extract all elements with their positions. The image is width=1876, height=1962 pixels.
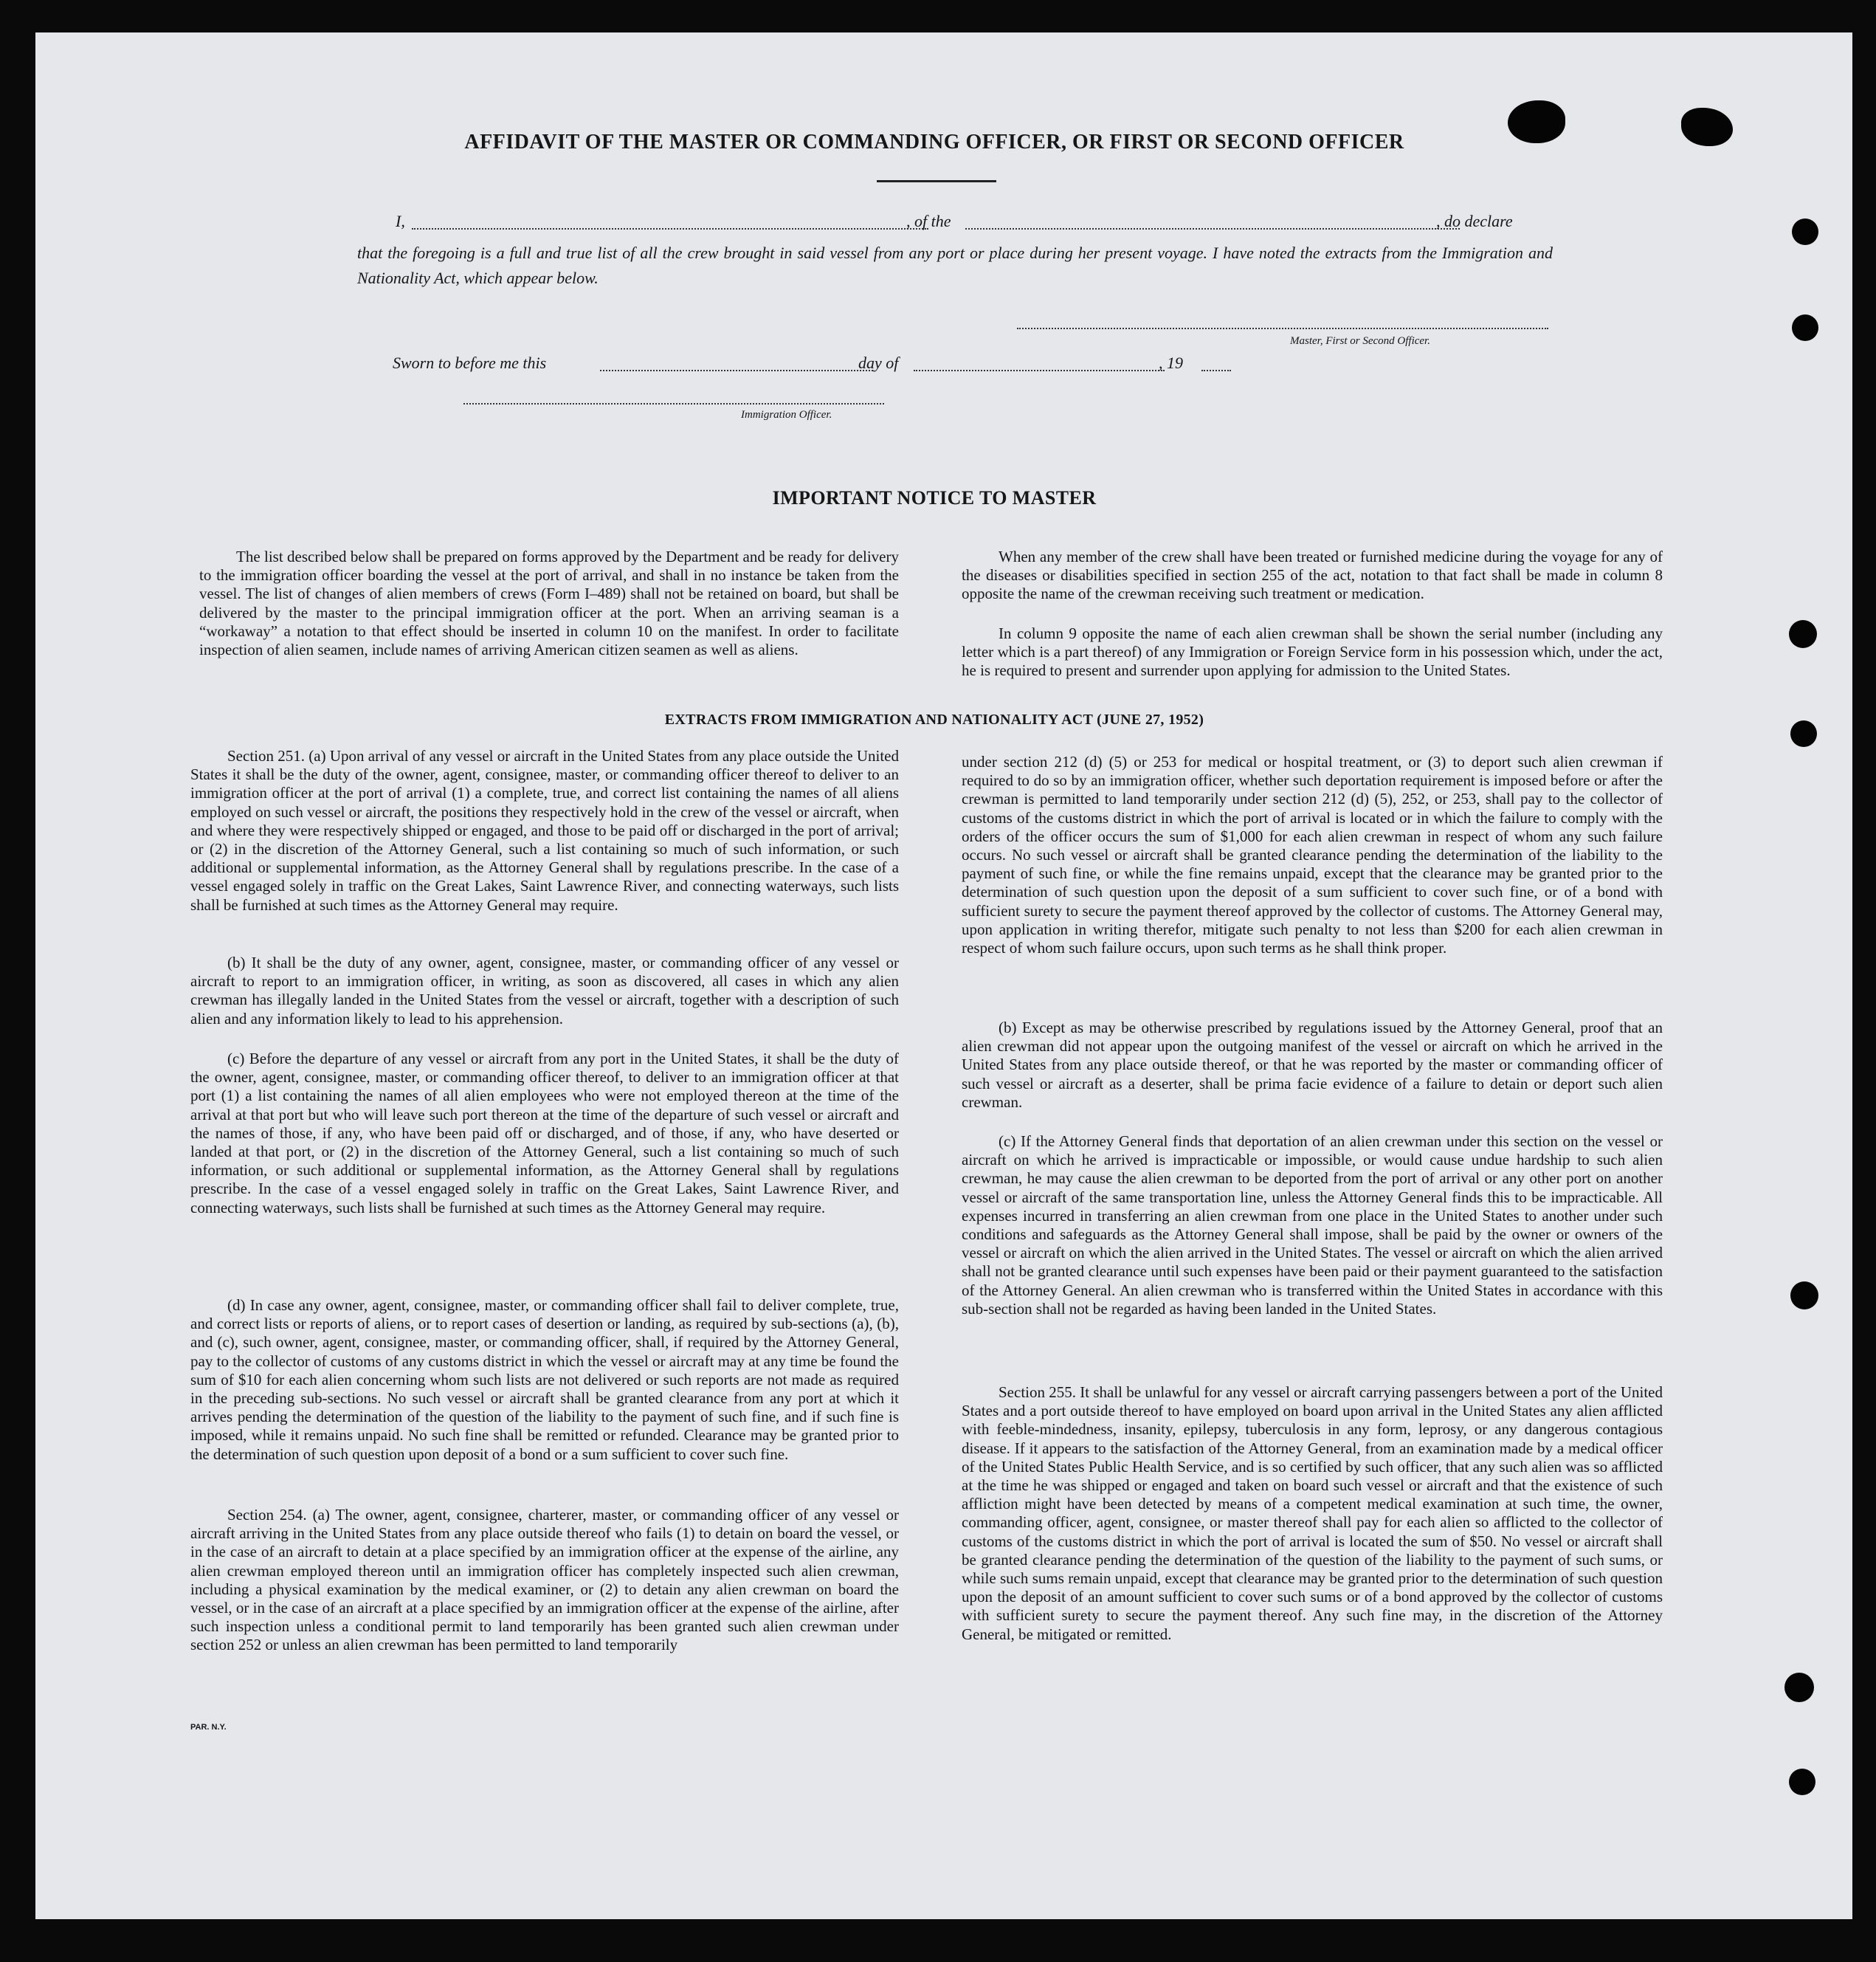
title-divider xyxy=(877,180,996,182)
section-251-c-text: (c) Before the departure of any vessel or aircraft from any port in the United States, it shall be the duty of the owner, agent, consignee, master, or commanding officer thereof, to deliver to an immigration officer at that port (1) a list containing the names of all alien employees who were not employed thereon at the time of the arrival at that port but who will leave such port thereon at the time of the departure of such vessel or aircraft and the names of those, if any, who have been paid off or discharged, and of those, if any, who have deserted or landed at that port, or (2) in the discretion of the Attorney General, such a list containing so much of such information, or such additional or supplemental information, as the Attorney General shall by regulations prescribe. In the case of a vessel engaged solely in traffic on the Great Lakes, Saint Lawrence River, and connecting waterways, such lists shall be furnished at such times as the Attorney General may require. xyxy=(190,1050,899,1216)
section-254-a xyxy=(190,1506,899,1655)
binder-hole xyxy=(1792,218,1818,245)
immigration-officer-signature-line xyxy=(463,403,884,405)
binder-hole xyxy=(1784,1673,1814,1702)
sworn-month-field xyxy=(914,370,1165,371)
section-254-b xyxy=(962,1019,1663,1112)
ink-blot xyxy=(1508,100,1565,143)
master-signature-caption: Master, First or Second Officer. xyxy=(1290,335,1430,347)
binder-hole xyxy=(1790,1281,1818,1309)
section-251-c xyxy=(190,1050,899,1217)
immigration-officer-caption: Immigration Officer. xyxy=(741,409,832,421)
declaration-i: I, xyxy=(396,212,405,230)
document-page xyxy=(35,32,1852,1919)
sworn-label: Sworn to before me this xyxy=(393,354,547,372)
section-251-d-text: (d) In case any owner, agent, consignee, master, or commanding officer shall fail to deliver complete, true, and correct lists or reports of aliens, or to report cases of desertion or landing, as required by sub-sections (a), (b), and (c), such owner, agent, consignee, master, or commanding officer, shall, if required by the Attorney General, pay to the collector of customs of any customs district in which the vessel or aircraft may at any time be found the sum of $10 for each alien concerning whom such lists are not delivered or such reports are not made as required in the preceding sub-sections. No such vessel or aircraft shall be granted clearance from any port at which it arrives pending the determination of the question of the liability to the payment of such fine, and if such fine is imposed, while it remains unpaid. No such fine shall be remitted or refunded. Clearance may be granted prior to the determination of such question upon deposit of a bond or a sum sufficient to cover such fine. xyxy=(190,1296,899,1463)
section-255-text: Section 255. It shall be unlawful for any vessel or aircraft carrying passengers between a port of the United States and a port outside thereof to have employed on board upon arrival in the United States any alien afflicted with feeble-mindedness, insanity, epilepsy, tuberculosis in any form, leprosy, or any dangerous contagious disease. If it appears to the satisfaction of the Attorney General, from an examination made by a medical officer of the United States Public Health Service, and is so certified by such officer, that any such alien was so afflicted at the time he was shipped or engaged and taken on board such vessel or aircraft and that the existence of such affliction might have been detected by means of a competent medical examination at such time, the owner, commanding officer, agent, consignee, or master thereof shall pay for each alien so afflicted to the collector of customs of the customs district in which the port of arrival is located the sum of $50. No vessel or aircraft shall be granted clearance pending the determination of the question of the liability to the payment of such sums, or while such sums remain unpaid, except that clearance may be granted prior to the determination of such question upon the deposit of an amount sufficient to cover such sums or of a bond approved by the collector of customs with sufficient surety to secure the payment thereof. Any such fine may, in the discretion of the Attorney General, be mitigated or remitted. xyxy=(962,1383,1663,1643)
section-254-c-text: (c) If the Attorney General finds that deportation of an alien crewman under this section on the vessel or aircraft on which he arrived is impracticable or impossible, or would cause undue hardship to such alien crewman, he may cause the alien crewman to be deported from the port of arrival or any other port on another vessel or aircraft of the same transportation line, unless the Attorney General finds this to be impracticable. All expenses incurred in transferring an alien crewman from one place in the United States to another under such conditions and safeguards as the Attorney General shall impose, shall be paid by the owner or owners of the vessel or aircraft on which the alien arrived in the United States. The vessel or aircraft on which the alien arrived shall not be granted clearance until such expenses have been paid or their payment guaranteed to the satisfaction of the Attorney General. An alien crewman who is transferred within the United States in accordance with this sub-section shall not be regarded as having been landed in the United States. xyxy=(962,1132,1663,1318)
section-254-c xyxy=(962,1132,1663,1318)
notice-heading: IMPORTANT NOTICE TO MASTER xyxy=(772,487,1097,509)
binder-hole xyxy=(1789,1769,1815,1795)
section-254-a-continued-text: under section 212 (d) (5) or 253 for medical or hospital treatment, or (3) to deport such alien crewman if required to do so by an immigration officer, whether such deportation requirement is imposed before or after the crewman is permitted to land temporarily under section 212 (d) (5), 252, or 253, shall pay to the collector of customs of the customs district in which the port of arrival is located or in which the failure to comply with the orders of the officer occurs the sum of $1,000 for each alien crewman in respect of whom any such failure occurs. No such vessel or aircraft shall be granted clearance pending the determination of the liability to the payment of such fine, or while the fine remains unpaid, except that the clearance may be granted prior to the determination of such question upon the deposit of a sum sufficient to cover such fine, or of a bond with sufficient surety to secure the payment thereof approved by the collector of customs. The Attorney General may, upon application in writing therefor, mitigate such penalty to not less than $200 for each alien crewman in respect of whom such failure occurs, upon such terms as he shall think proper. xyxy=(962,753,1663,957)
declaration-body: that the foregoing is a full and true list of all the crew brought in said vessel from any port or place during her present voyage. I have noted the extracts from the Immigration and Nationality Act, which appear below. xyxy=(357,244,1553,287)
notice-paragraph-2: When any member of the crew shall have been treated or furnished medicine during the voyage for any of the diseases or disabilities specified in section 255 of the act, notation to that fact shall be made in column 8 opposite the name of the crewman receiving such treatment or medication. xyxy=(962,548,1663,603)
notice-paragraph-1: The list described below shall be prepared on forms approved by the Department and be ready for delivery to the immigration officer boarding the vessel at the port of arrival, and shall in no instance be taken from the vessel. The list of changes of alien members of crews (Form I–489) shall not be retained on board, but shall be delivered by the master to the principal immigration officer at the port. When an arriving seaman is a “workaway” a notation to that effect should be inserted in column 10 on the manifest. In order to facilitate inspection of alien seamen, include names of arriving American citizen seamen as well as aliens. xyxy=(199,548,899,659)
declaration-of-the: , of the xyxy=(906,212,951,230)
sworn-year-prefix: , 19 xyxy=(1159,354,1183,372)
section-251-b-text: (b) It shall be the duty of any owner, agent, consignee, master, or commanding officer of any vessel or aircraft to report to an immigration officer, in writing, as soon as discovered, all cases in which any alien crewman has illegally landed in the United States from the vessel or aircraft, together with a description of such alien and any information likely to lead to his apprehension. xyxy=(190,954,899,1028)
section-255 xyxy=(962,1383,1663,1644)
section-251-a xyxy=(190,747,899,915)
master-name-field xyxy=(412,228,928,230)
binder-hole xyxy=(1790,720,1817,747)
master-signature-line xyxy=(1017,328,1548,329)
section-254-a-text: Section 254. (a) The owner, agent, consignee, charterer, master, or commanding officer of any vessel or aircraft arriving in the United States from any place outside thereof who fails (1) to detain on board the vessel, or in the case of an aircraft to detain at a place specified by an immigration officer at the expense of the airline, any alien crewman employed thereon until an immigration officer has completely inspected such alien crewman, including a physical examination by the medical examiner, or (2) to detain any alien crewman on board the vessel, or in the case of an aircraft at a place specified by an immigration officer at the expense of the airline, after such inspection unless a conditional permit to land temporarily has been granted such alien crewman under section 252 or unless an alien crewman has been permitted to land temporarily xyxy=(190,1506,899,1654)
vessel-name-field xyxy=(965,228,1460,230)
extracts-heading: EXTRACTS FROM IMMIGRATION AND NATIONALITY ACT (JUNE 27, 1952) xyxy=(664,712,1204,728)
ink-blot xyxy=(1681,108,1733,146)
notice-paragraph-3: In column 9 opposite the name of each alien crewman shall be shown the serial number (including any letter which is a part thereof) of any Immigration or Foreign Service form in his possession which, under the act, he is required to present and surrender upon applying for admission to the United States. xyxy=(962,624,1663,680)
section-251-d xyxy=(190,1296,899,1464)
sworn-year-field xyxy=(1201,370,1231,371)
binder-hole xyxy=(1792,314,1818,341)
section-254-a-continued xyxy=(962,753,1663,957)
printer-mark: PAR. N.Y. xyxy=(190,1723,227,1732)
affidavit-title: AFFIDAVIT OF THE MASTER OR COMMANDING OFFICER, OR FIRST OR SECOND OFFICER xyxy=(464,131,1404,154)
binder-hole xyxy=(1789,620,1817,648)
section-254-b-text: (b) Except as may be otherwise prescribed by regulations issued by the Attorney General, proof that an alien crewman did not appear upon the outgoing manifest of the vessel or aircraft on which he arrived in the United States from any place outside thereof, or that he was reported by the master or commanding officer of such vessel or aircraft as a deserter, shall be prima facie evidence of a failure to detain or deport such alien crewman. xyxy=(962,1019,1663,1111)
sworn-day-of: day of xyxy=(858,354,899,372)
section-251-b xyxy=(190,954,899,1028)
section-251-a-text: Section 251. (a) Upon arrival of any vessel or aircraft in the United States from any place outside the United States it shall be the duty of the owner, agent, consignee, master, or commanding officer thereof to deliver to an immigration officer at the port of arrival (1) a complete, true, and correct list containing the names of all aliens employed on such vessel or aircraft, the positions they respectively hold in the crew of the vessel or aircraft, when and where they were respectively shipped or engaged, and those to be paid off or discharged in the port of arrival; or (2) in the discretion of the Attorney General, such a list containing so much of such information, or such additional or supplemental information, as the Attorney General shall by regulations prescribe. In the case of a vessel engaged solely in traffic on the Great Lakes, Saint Lawrence River, and connecting waterways, such lists shall be furnished at such times as the Attorney General may require. xyxy=(190,747,899,914)
declaration-do-declare: , do declare xyxy=(1436,212,1513,230)
sworn-day-field xyxy=(600,370,873,371)
